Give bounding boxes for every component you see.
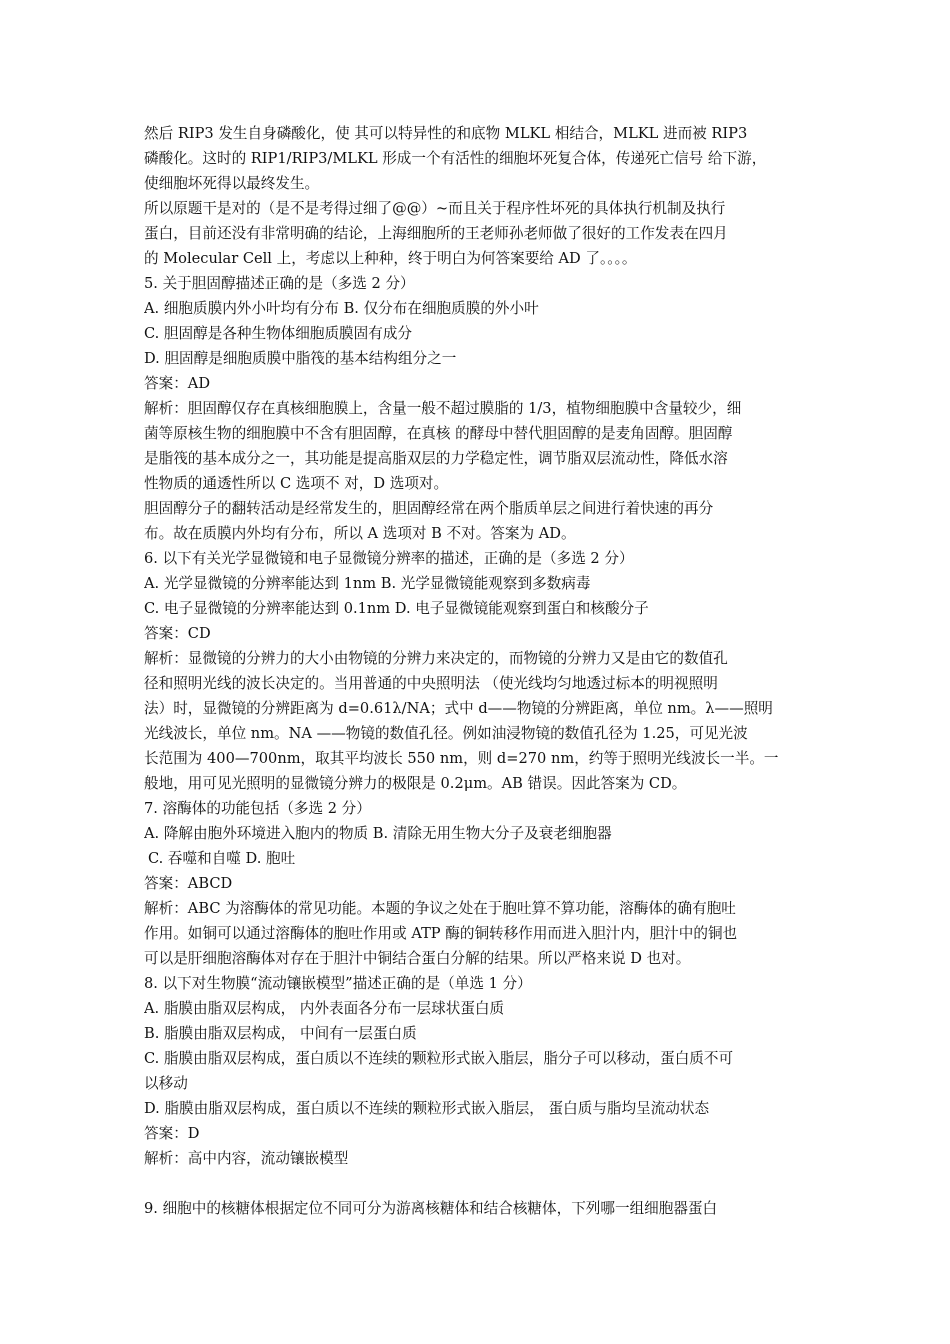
question-5-option-c: C. 胆固醇是各种生物体细胞质膜固有成分 [144, 325, 413, 342]
question-6-explanation: 法）时，显微镜的分辨距离为 d=0.61λ/NA；式中 d——物镜的分辨距离，单位 nm。λ——照明 [144, 700, 773, 717]
question-7-title: 7. 溶酶体的功能包括（多选 2 分） [144, 800, 371, 817]
text-line: 然后 RIP3 发生自身磷酸化，使 其可以特异性的和底物 MLKL 相结合，MLKL 进而被 RIP3 [144, 125, 748, 142]
question-8-title: 8. 以下对生物膜“流动镶嵌模型”描述正确的是（单选 1 分） [144, 975, 532, 992]
question-8-option-b: B. 脂膜由脂双层构成， 中间有一层蛋白质 [144, 1025, 417, 1042]
text-line: 使细胞坏死得以最终发生。 [144, 175, 320, 192]
text-line: 所以原题干是对的（是不是考得过细了@@）~而且关于程序性坏死的具体执行机制及执行 [144, 200, 726, 217]
question-6-explanation: 光线波长，单位 nm。NA ——物镜的数值孔径。例如油浸物镜的数值孔径为 1.25，可见光波 [144, 725, 748, 742]
text-line: 的 Molecular Cell 上，考虑以上种种，终于明白为何答案要给 AD 了。。。。 [144, 250, 637, 267]
question-7-option-ab: A. 降解由胞外环境进入胞内的物质 B. 清除无用生物大分子及衰老细胞器 [144, 825, 612, 842]
question-6-option-cd: C. 电子显微镜的分辨率能达到 0.1nm D. 电子显微镜能观察到蛋白和核酸分子 [144, 600, 649, 617]
question-8-option-a: A. 脂膜由脂双层构成， 内外表面各分布一层球状蛋白质 [144, 1000, 505, 1017]
question-5-explanation: 性物质的通透性所以 C 选项不 对，D 选项对。 [144, 475, 449, 492]
question-5-explanation: 菌等原核生物的细胞膜中不含有胆固醇，在真核 的酵母中替代胆固醇的是麦角固醇。胆固醇 [144, 425, 733, 442]
question-5-explanation: 胆固醇分子的翻转活动是经常发生的，胆固醇经常在两个脂质单层之间进行着快速的再分 [144, 500, 714, 517]
question-6-explanation: 般地，用可见光照明的显微镜分辨力的极限是 0.2μm。AB 错误。因此答案为 CD。 [144, 775, 687, 792]
question-8-answer: 答案：D [144, 1125, 200, 1142]
question-6-explanation: 长范围为 400—700nm，取其平均波长 550 nm，则 d=270 nm，约等于照明光线波长一半。一 [144, 750, 779, 767]
question-5-explanation: 布。故在质膜内外均有分布，所以 A 选项对 B 不对。答案为 AD。 [144, 525, 576, 542]
question-8-option-d: D. 脂膜由脂双层构成，蛋白质以不连续的颗粒形式嵌入脂层， 蛋白质与脂均呈流动状态 [144, 1100, 710, 1117]
question-9-title: 9. 细胞中的核糖体根据定位不同可分为游离核糖体和结合核糖体，下列哪一组细胞器蛋白 [144, 1200, 718, 1217]
question-7-answer: 答案：ABCD [144, 875, 233, 892]
question-8-explanation: 解析：高中内容，流动镶嵌模型 [144, 1150, 349, 1167]
question-5-explanation: 解析：胆固醇仅存在真核细胞膜上，含量一般不超过膜脂的 1/3，植物细胞膜中含量较少，细 [144, 400, 742, 417]
question-8-option-c: C. 脂膜由脂双层构成，蛋白质以不连续的颗粒形式嵌入脂层，脂分子可以移动，蛋白质不可 [144, 1050, 734, 1067]
question-7-explanation: 可以是肝细胞溶酶体对存在于胆汁中铜结合蛋白分解的结果。所以严格来说 D 也对。 [144, 950, 691, 967]
document-page [144, 121, 812, 1221]
question-5-title: 5. 关于胆固醇描述正确的是（多选 2 分） [144, 275, 415, 292]
paragraph-gap [144, 1171, 812, 1196]
question-7-explanation: 解析：ABC 为溶酶体的常见功能。本题的争议之处在于胞吐算不算功能，溶酶体的确有胞吐 [144, 900, 736, 917]
question-6-explanation: 解析：显微镜的分辨力的大小由物镜的分辨力来决定的，而物镜的分辨力又是由它的数值孔 [144, 650, 728, 667]
question-5-answer: 答案：AD [144, 375, 211, 392]
question-5-option-ab: A. 细胞质膜内外小叶均有分布 B. 仅分布在细胞质膜的外小叶 [144, 300, 539, 317]
question-5-explanation: 是脂筏的基本成分之一，其功能是提高脂双层的力学稳定性，调节脂双层流动性，降低水溶 [144, 450, 728, 467]
text-line: 磷酸化。这时的 RIP1/RIP3/MLKL 形成一个有活性的细胞坏死复合体，传递死亡信号 给下游， [144, 150, 767, 167]
question-7-explanation: 作用。如铜可以通过溶酶体的胞吐作用或 ATP 酶的铜转移作用而进入胆汁内，胆汁中的铜也 [144, 925, 738, 942]
question-8-option-c: 以移动 [144, 1075, 188, 1092]
question-5-option-d: D. 胆固醇是细胞质膜中脂筏的基本结构组分之一 [144, 350, 457, 367]
text-line: 蛋白，目前还没有非常明确的结论，上海细胞所的王老师孙老师做了很好的工作发表在四月 [144, 225, 728, 242]
question-6-option-ab: A. 光学显微镜的分辨率能达到 1nm B. 光学显微镜能观察到多数病毒 [144, 575, 591, 592]
question-7-option-cd: C. 吞噬和自噬 D. 胞吐 [148, 850, 296, 867]
question-6-title: 6. 以下有关光学显微镜和电子显微镜分辨率的描述，正确的是（多选 2 分） [144, 550, 634, 567]
question-6-answer: 答案：CD [144, 625, 211, 642]
question-6-explanation: 径和照明光线的波长决定的。当用普通的中央照明法 （使光线均匀地透过标本的明视照明 [144, 675, 718, 692]
